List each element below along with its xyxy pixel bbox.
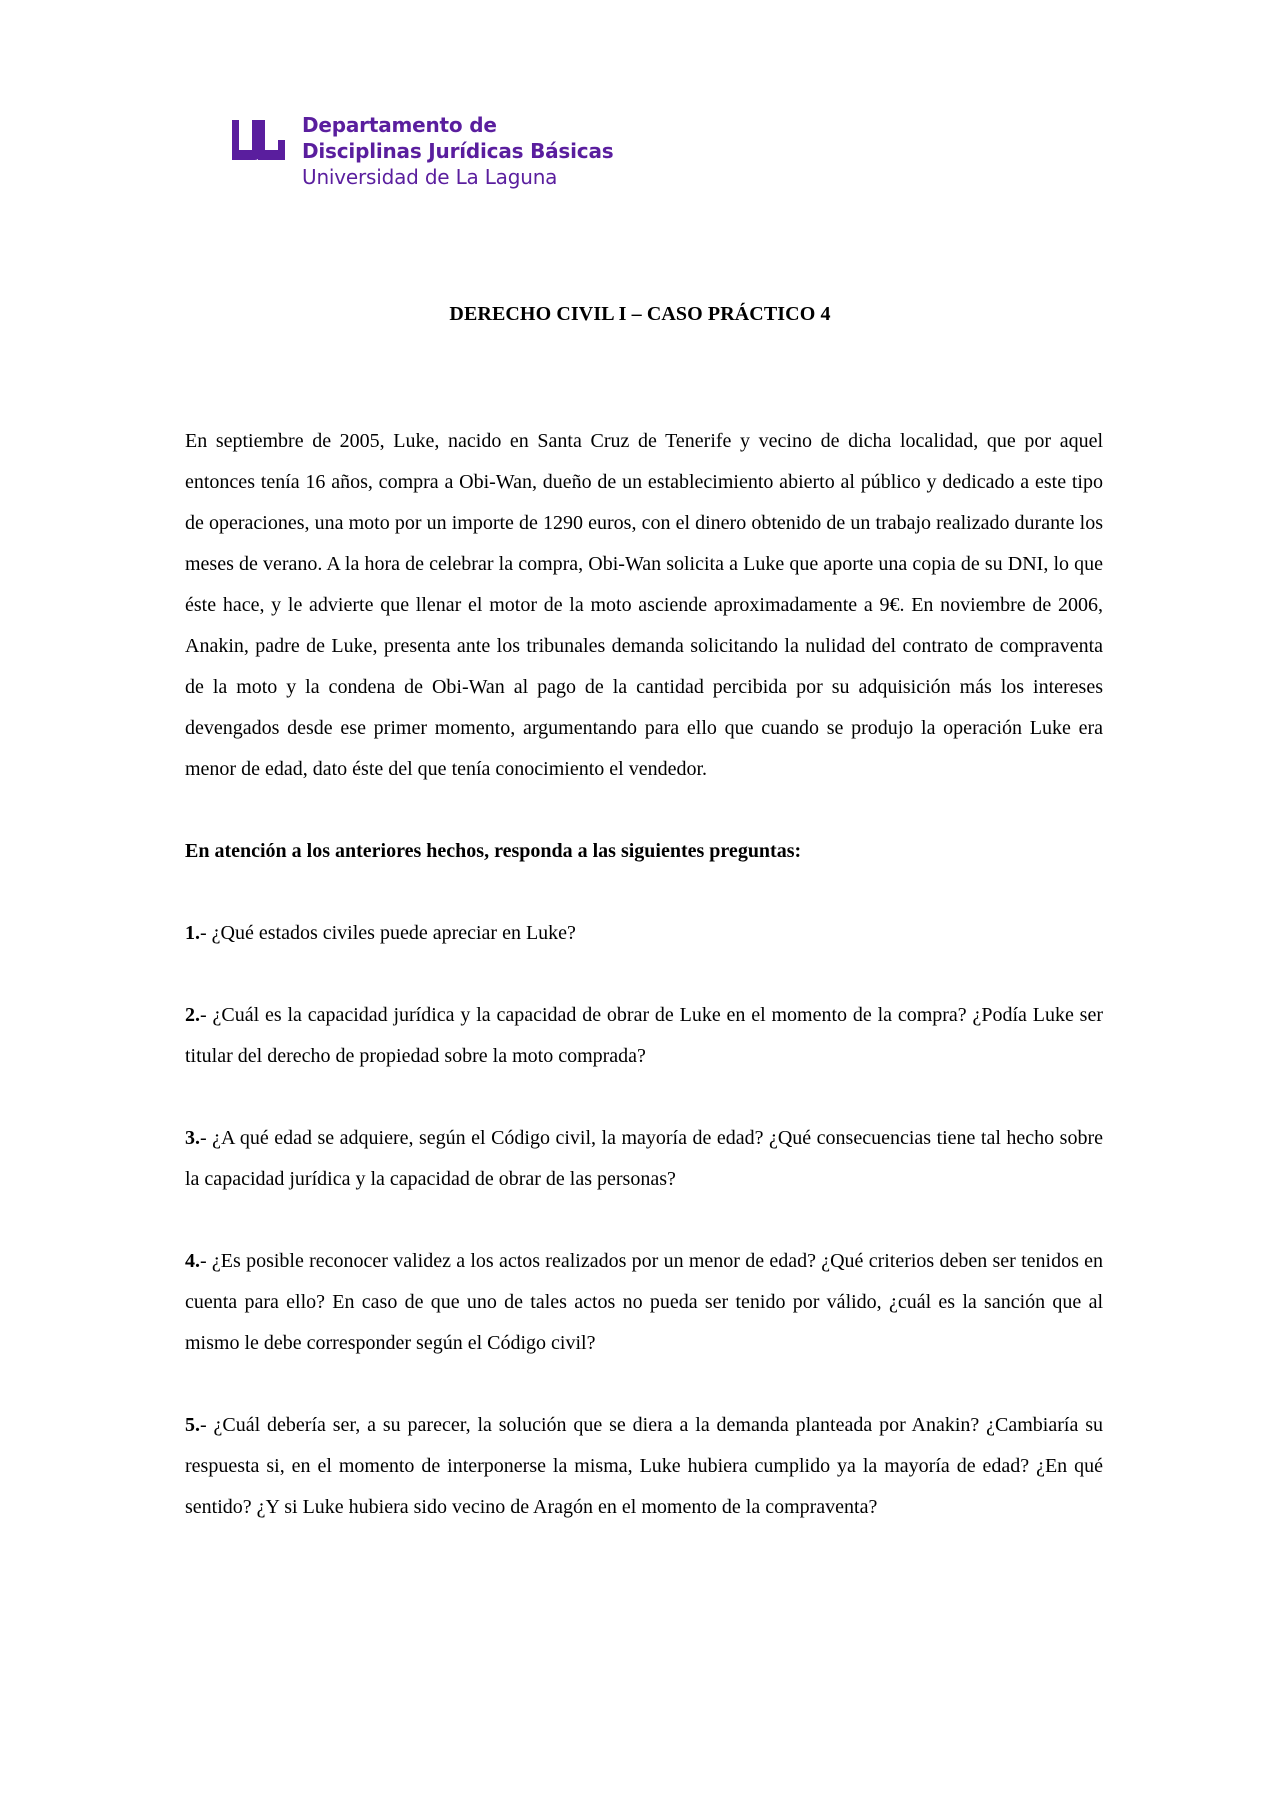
document-title: DERECHO CIVIL I – CASO PRÁCTICO 4: [449, 303, 831, 325]
question-text: - ¿Cuál debería ser, a su parecer, la solución que se diera a la demanda planteada por Anakin? ¿Cambiaría su respuesta si, en el momento de interponerse la misma, Luke hubiera cumplido ya la mayoría de edad? ¿En qué sentido? ¿Y si Luke hubiera sido vecino de Aragón en el momento de la compraventa?: [185, 1414, 1103, 1518]
question-1: [185, 913, 1103, 954]
question-number: 5.: [185, 1414, 200, 1436]
question-text: - ¿A qué edad se adquiere, según el Código civil, la mayoría de edad? ¿Qué consecuencias tiene tal hecho sobre la capacidad jurídica y la capacidad de obrar de las personas?: [185, 1127, 1103, 1190]
university-name: Universidad de La Laguna: [302, 165, 558, 189]
question-number: 2.: [185, 1004, 200, 1026]
question-5: [185, 1405, 1103, 1528]
question-number: 4.: [185, 1250, 200, 1272]
questions-intro: En atención a los anteriores hechos, responda a las siguientes preguntas:: [185, 840, 802, 862]
document-body: [185, 421, 1103, 1528]
case-text: En septiembre de 2005, Luke, nacido en Santa Cruz de Tenerife y vecino de dicha localidad, que por aquel entonces tenía 16 años, compra a Obi-Wan, dueño de un establecimiento abierto al público y dedicado a este tipo de operaciones, una moto por un importe de 1290 euros, con el dinero obtenido de un trabajo realizado durante los meses de verano. A la hora de celebrar la compra, Obi-Wan solicita a Luke que aporte una copia de su DNI, lo que éste hace, y le advierte que llenar el motor de la moto asciende aproximadamente a 9€. En noviembre de 2006, Anakin, padre de Luke, presenta ante los tribunales demanda solicitando la nulidad del contrato de compraventa de la moto y la condena de Obi-Wan al pago de la cantidad percibida por su adquisición más los intereses devengados desde ese primer momento, argumentando para ello que cuando se produjo la operación Luke era menor de edad, dato éste del que tenía conocimiento el vendedor.: [185, 430, 1103, 780]
dept-line-1: Departamento de: [302, 113, 497, 137]
dept-line-2: Disciplinas Jurídicas Básicas: [302, 139, 614, 163]
question-4: [185, 1241, 1103, 1364]
ull-logo-icon: [228, 116, 286, 164]
question-2: [185, 995, 1103, 1077]
question-3: [185, 1118, 1103, 1200]
question-text: - ¿Es posible reconocer validez a los actos realizados por un menor de edad? ¿Qué criterios deben ser tenidos en cuenta para ello? En caso de que uno de tales actos no pueda ser tenido por válido, ¿cuál es la sanción que al mismo le debe corresponder según el Código civil?: [185, 1250, 1103, 1354]
question-text: - ¿Cuál es la capacidad jurídica y la capacidad de obrar de Luke en el momento de la compra? ¿Podía Luke ser titular del derecho de propiedad sobre la moto comprada?: [185, 1004, 1103, 1067]
department-name: [302, 112, 613, 190]
header: [228, 112, 613, 190]
question-text: - ¿Qué estados civiles puede apreciar en Luke?: [200, 922, 576, 944]
question-number: 3.: [185, 1127, 200, 1149]
question-number: 1.: [185, 922, 200, 944]
